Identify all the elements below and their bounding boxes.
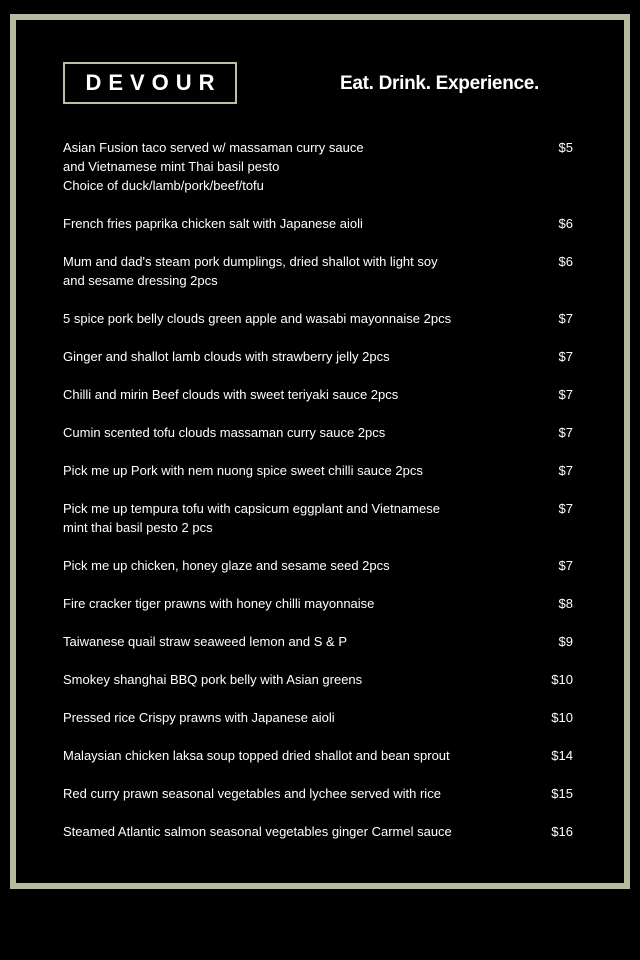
- menu-item-description: [63, 347, 483, 366]
- description-line: Pick me up Pork with nem nuong spice sweet chilli sauce 2pcs: [63, 463, 423, 478]
- description-line: Malaysian chicken laksa soup topped dried shallot and bean sprout: [63, 748, 450, 763]
- menu-item: [63, 138, 573, 195]
- menu-item-price: $6: [558, 216, 573, 231]
- menu-item-price: $10: [551, 710, 573, 725]
- menu-item-price: $6: [558, 254, 573, 269]
- menu-item-price: $5: [558, 140, 573, 155]
- menu-item-description: [63, 423, 483, 442]
- description-line: Smokey shanghai BBQ pork belly with Asian greens: [63, 672, 363, 687]
- menu-item-price: $9: [558, 634, 573, 649]
- menu-item-description: [63, 138, 483, 195]
- tagline: Eat. Drink. Experience.: [340, 73, 540, 94]
- menu-item: [63, 822, 573, 841]
- menu-item-description: [63, 594, 483, 613]
- menu-item-description: [63, 708, 483, 727]
- description-line: Choice of duck/lamb/pork/beef/tofu: [63, 178, 264, 193]
- menu-item: [63, 784, 573, 803]
- menu-item-description: [63, 632, 483, 651]
- menu-item-price: $10: [551, 672, 573, 687]
- menu-item: [63, 214, 573, 233]
- description-line: Pick me up chicken, honey glaze and sesame seed 2pcs: [63, 558, 390, 573]
- menu-item-price: $16: [551, 824, 573, 839]
- menu-item: [63, 309, 573, 328]
- description-line: Taiwanese quail straw seaweed lemon and S & P: [63, 634, 347, 649]
- description-line: mint thai basil pesto 2 pcs: [63, 520, 213, 535]
- menu-item-description: [63, 461, 483, 480]
- description-line: and sesame dressing 2pcs: [63, 273, 218, 288]
- menu-item: [63, 594, 573, 613]
- description-line: Mum and dad's steam pork dumplings, dried shallot with light soy: [63, 254, 438, 269]
- menu-item-description: [63, 784, 483, 803]
- description-line: Pick me up tempura tofu with capsicum eggplant and Vietnamese: [63, 501, 440, 516]
- menu-item-description: [63, 252, 483, 290]
- description-line: Ginger and shallot lamb clouds with strawberry jelly 2pcs: [63, 349, 390, 364]
- menu-item-price: $7: [558, 558, 573, 573]
- menu-item-description: [63, 499, 483, 537]
- menu-item-price: $15: [551, 786, 573, 801]
- menu-item-description: [63, 385, 483, 404]
- menu-item: [63, 423, 573, 442]
- logo-text: DEVOUR: [85, 70, 222, 95]
- description-line: French fries paprika chicken salt with Japanese aioli: [63, 216, 363, 231]
- description-line: Pressed rice Crispy prawns with Japanese aioli: [63, 710, 335, 725]
- menu-item: [63, 385, 573, 404]
- menu-item: [63, 499, 573, 537]
- description-line: Cumin scented tofu clouds massaman curry sauce 2pcs: [63, 425, 386, 440]
- logo: [63, 62, 237, 104]
- menu-item-price: $7: [558, 425, 573, 440]
- menu-item-price: $8: [558, 596, 573, 611]
- description-line: Red curry prawn seasonal vegetables and lychee served with rice: [63, 786, 441, 801]
- menu-item-description: [63, 214, 483, 233]
- menu-list: [63, 138, 573, 860]
- menu-item: [63, 746, 573, 765]
- menu-item: [63, 670, 573, 689]
- menu-item-price: $14: [551, 748, 573, 763]
- menu-item: [63, 632, 573, 651]
- menu-item-description: [63, 746, 483, 765]
- menu-item: [63, 708, 573, 727]
- menu-item-price: $7: [558, 501, 573, 516]
- menu-item-description: [63, 822, 483, 841]
- menu-item-price: $7: [558, 311, 573, 326]
- description-line: Asian Fusion taco served w/ massaman curry sauce: [63, 140, 364, 155]
- description-line: Steamed Atlantic salmon seasonal vegetables ginger Carmel sauce: [63, 824, 452, 839]
- menu-item-description: [63, 556, 483, 575]
- menu-item-price: $7: [558, 463, 573, 478]
- menu-item-price: $7: [558, 349, 573, 364]
- description-line: Fire cracker tiger prawns with honey chilli mayonnaise: [63, 596, 375, 611]
- description-line: Chilli and mirin Beef clouds with sweet teriyaki sauce 2pcs: [63, 387, 399, 402]
- menu-item: [63, 461, 573, 480]
- description-line: and Vietnamese mint Thai basil pesto: [63, 159, 280, 174]
- menu-item-description: [63, 309, 483, 328]
- menu-item-price: $7: [558, 387, 573, 402]
- menu-item: [63, 556, 573, 575]
- description-line: 5 spice pork belly clouds green apple and wasabi mayonnaise 2pcs: [63, 311, 452, 326]
- menu-item-description: [63, 670, 483, 689]
- menu-item: [63, 252, 573, 290]
- menu-item: [63, 347, 573, 366]
